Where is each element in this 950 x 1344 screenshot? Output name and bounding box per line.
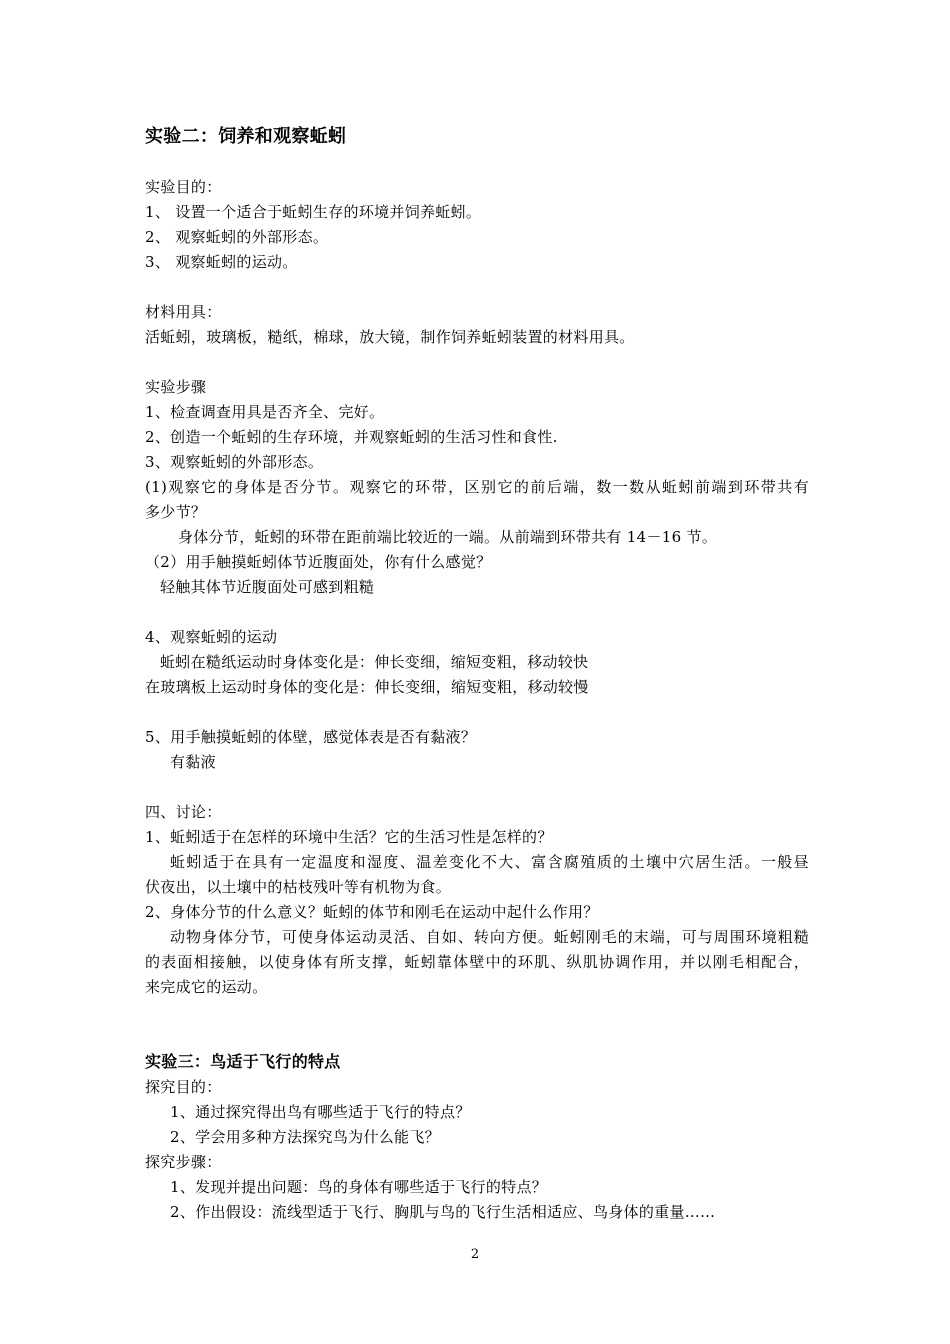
- discussion-answer-1-line-1: 蚯蚓适于在具有一定温度和湿度、温差变化不大、富含腐殖质的土壤中穴居生活。一般昼: [170, 853, 809, 871]
- exp3-purpose-heading: 探究目的：: [145, 1078, 222, 1096]
- exp3-step-1: 1、发现并提出问题：鸟的身体有哪些适于飞行的特点？: [170, 1178, 548, 1196]
- discussion-question-2: 2、身体分节的什么意义？蚯蚓的体节和刚毛在运动中起什么作用？: [145, 903, 599, 921]
- exp2-step-3-answer-2: 轻触其体节近腹面处可感到粗糙: [160, 578, 375, 596]
- exp2-step-3: 3、观察蚯蚓的外部形态。: [145, 453, 324, 471]
- exp2-step-3-question-1: (1)观察它的身体是否分节。观察它的环带，区别它的前后端，数一数从蚯蚓前端到环带共有: [145, 478, 809, 496]
- discussion-answer-2-line-3: 来完成它的运动。: [145, 978, 268, 996]
- exp2-step-4-answer-2: 在玻璃板上运动时身体的变化是：伸长变细，缩短变粗，移动较慢: [145, 678, 589, 696]
- exp2-step-4: 4、观察蚯蚓的运动: [145, 628, 278, 646]
- exp2-step-2: 2、创造一个蚯蚓的生存环境，并观察蚯蚓的生活习性和食性.: [145, 428, 558, 446]
- discussion-answer-2-line-2: 的表面相接触，以使身体有所支撑，蚯蚓靠体壁中的环肌、纵肌协调作用，并以刚毛相配合，: [145, 953, 809, 971]
- exp2-step-5-answer: 有黏液: [170, 753, 216, 771]
- exp2-materials-heading: 材料用具：: [145, 303, 222, 321]
- exp3-steps-heading: 探究步骤：: [145, 1153, 222, 1171]
- discussion-question-1: 1、蚯蚓适于在怎样的环境中生活？它的生活习性是怎样的？: [145, 828, 553, 846]
- exp2-step-1: 1、检查调查用具是否齐全、完好。: [145, 403, 385, 421]
- discussion-answer-1-line-2: 伏夜出，以土壤中的枯枝残叶等有机物为食。: [145, 878, 452, 896]
- page-number: 2: [470, 1247, 480, 1262]
- experiment-2-title: 实验二：饲养和观察蚯蚓: [145, 126, 347, 147]
- exp2-materials-text: 活蚯蚓，玻璃板，糙纸，棉球，放大镜，制作饲养蚯蚓装置的材料用具。: [145, 328, 635, 346]
- exp2-step-3-question-2: （2）用手触摸蚯蚓体节近腹面处，你有什么感觉？: [145, 553, 492, 571]
- exp3-purpose-item-1: 1、通过探究得出鸟有哪些适于飞行的特点？: [170, 1103, 471, 1121]
- exp3-purpose-item-2: 2、学会用多种方法探究鸟为什么能飞？: [170, 1128, 440, 1146]
- discussion-answer-2-line-1: 动物身体分节，可使身体运动灵活、自如、转向方便。蚯蚓刚毛的末端，可与周围环境粗糙: [170, 928, 809, 946]
- experiment-3-title: 实验三：鸟适于飞行的特点: [145, 1052, 341, 1071]
- exp2-purpose-item-1: 1、 设置一个适合于蚯蚓生存的环境并饲养蚯蚓。: [145, 203, 482, 221]
- exp2-purpose-item-2: 2、 观察蚯蚓的外部形态。: [145, 228, 329, 246]
- exp2-step-5: 5、用手触摸蚯蚓的体壁，感觉体表是否有黏液？: [145, 728, 477, 746]
- exp2-step-3-question-1-cont: 多少节？: [145, 503, 207, 521]
- exp2-step-3-answer-1: 身体分节，蚯蚓的环带在距前端比较近的一端。从前端到环带共有 14－16 节。: [178, 528, 718, 546]
- exp2-steps-heading: 实验步骤: [145, 378, 207, 396]
- exp2-step-4-answer-1: 蚯蚓在糙纸运动时身体变化是：伸长变细，缩短变粗，移动较快: [160, 653, 589, 671]
- exp2-purpose-item-3: 3、 观察蚯蚓的运动。: [145, 253, 298, 271]
- exp2-purpose-heading: 实验目的：: [145, 178, 222, 196]
- exp3-step-2: 2、作出假设：流线型适于飞行、胸肌与鸟的飞行生活相适应、鸟身体的重量……: [170, 1203, 716, 1221]
- discussion-heading: 四、讨论：: [145, 803, 222, 821]
